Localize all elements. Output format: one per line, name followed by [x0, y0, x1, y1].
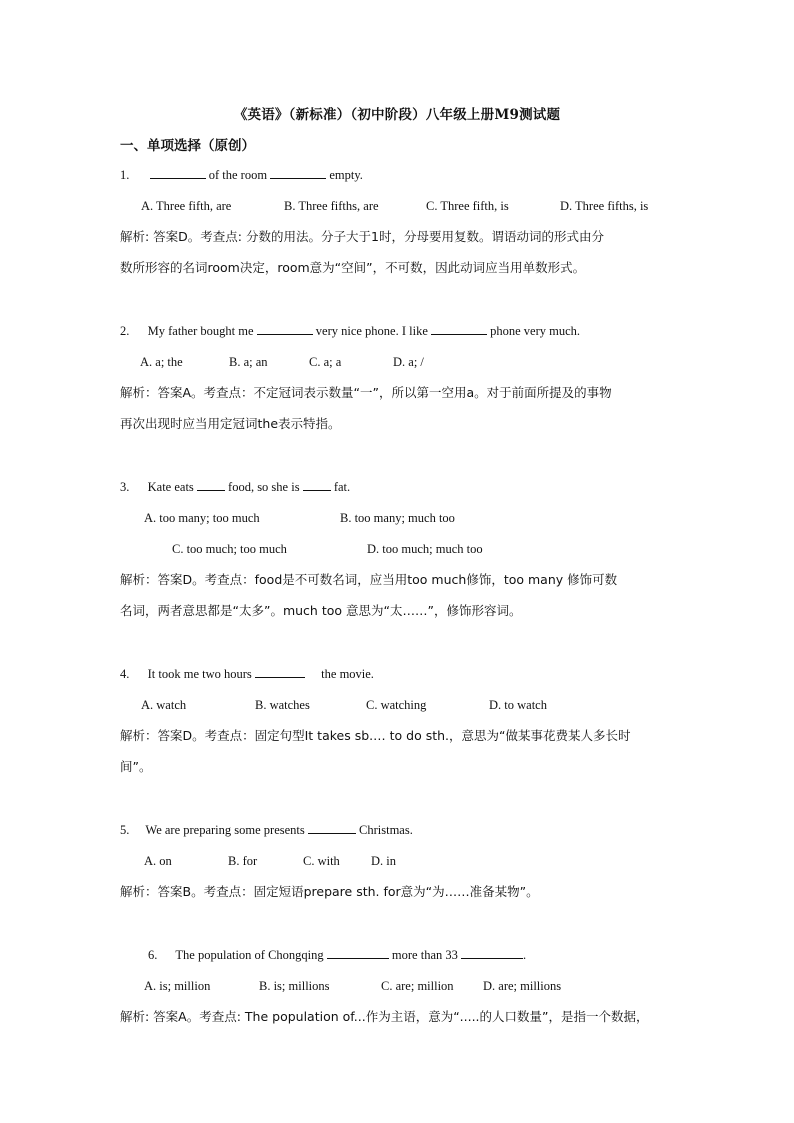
answer-blank [308, 822, 356, 834]
option-b: B. too many; much too [340, 511, 455, 525]
analysis-line: 解析：答案D。考查点：固定句型It takes sb.… to do sth.，意思为“做某事花费某人多长时 [120, 728, 631, 743]
analysis-line: 解析：答案A。考查点：不定冠词表示数量“一”，所以第一空用a。对于前面所提及的事物 [120, 385, 612, 400]
option-d: D. a; / [393, 355, 424, 369]
answer-blank [257, 323, 313, 335]
analysis-line: 间”。 [120, 759, 152, 774]
analysis-line: 解析：答案B。考查点：固定短语prepare sth. for意为“为……准备某物”。 [120, 884, 539, 899]
question-number: 2. [120, 324, 130, 338]
option-c: C. watching [366, 698, 427, 712]
analysis-line: 数所形容的名词room决定，room意为“空间”，不可数，因此动词应当用单数形式。 [120, 260, 586, 275]
option-d: D. are; millions [483, 979, 562, 993]
option-c: C. Three fifth, is [426, 199, 509, 213]
answer-blank [327, 947, 389, 959]
analysis-line: 解析：答案D。考查点：food是不可数名词，应当用too much修饰，too many 修饰可数 [120, 572, 618, 587]
question-number: 6. [148, 948, 158, 962]
answer-blank [150, 167, 206, 179]
answer-blank [431, 323, 487, 335]
option-d: D. Three fifths, is [560, 199, 649, 213]
option-c: C. are; million [381, 979, 454, 993]
section-heading: 一、单项选择（原创） [120, 138, 255, 154]
analysis-line: 解析: 答案D。考查点: 分数的用法。分子大于1时，分母要用复数。谓语动词的形式由分 [120, 229, 604, 244]
option-d: D. in [371, 854, 396, 868]
option-c: C. with [303, 854, 340, 868]
answer-blank [197, 479, 225, 491]
question-number: 3. [120, 480, 130, 494]
option-b: B. for [228, 854, 258, 868]
option-b: B. Three fifths, are [284, 199, 379, 213]
question-4-stem: 4. It took me two hours the movie. [120, 667, 374, 681]
document-title: 《英语》（新标准）（初中阶段）八年级上册M9测试题 [233, 107, 561, 123]
option-c: C. too much; too much [172, 542, 287, 556]
answer-blank [255, 666, 305, 678]
question-number: 1. [120, 168, 130, 182]
option-a: A. Three fifth, are [141, 199, 232, 213]
option-a: A. is; million [144, 979, 211, 993]
option-a: A. too many; too much [144, 511, 260, 525]
answer-blank [461, 947, 523, 959]
question-2-stem: 2. My father bought me very nice phone. I like phone very much. [120, 324, 581, 338]
answer-blank [270, 167, 326, 179]
option-b: B. watches [255, 698, 310, 712]
option-d: D. too much; much too [367, 542, 483, 556]
question-number: 5. [120, 823, 130, 837]
question-3-stem: 3. Kate eats food, so she is fat. [120, 480, 351, 494]
option-d: D. to watch [489, 698, 547, 712]
option-b: B. a; an [229, 355, 268, 369]
answer-blank [303, 479, 331, 491]
analysis-line: 解析: 答案A。考查点: The population of...作为主语，意为“.....的人口数量”，是指一个数据， [120, 1009, 649, 1024]
analysis-line: 名词，两者意思都是“太多”。much too 意思为“太……”，修饰形容词。 [120, 603, 522, 618]
question-5-stem: 5. We are preparing some presents Christmas. [120, 823, 413, 837]
question-number: 4. [120, 667, 130, 681]
option-a: A. on [144, 854, 172, 868]
question-1-stem: 1. of the room empty. [120, 168, 363, 182]
option-a: A. watch [141, 698, 187, 712]
option-a: A. a; the [140, 355, 183, 369]
question-6-stem: 6. The population of Chongqing more than 33 . [148, 948, 527, 962]
option-c: C. a; a [309, 355, 342, 369]
option-b: B. is; millions [259, 979, 330, 993]
analysis-line: 再次出现时应当用定冠词the表示特指。 [120, 416, 341, 431]
